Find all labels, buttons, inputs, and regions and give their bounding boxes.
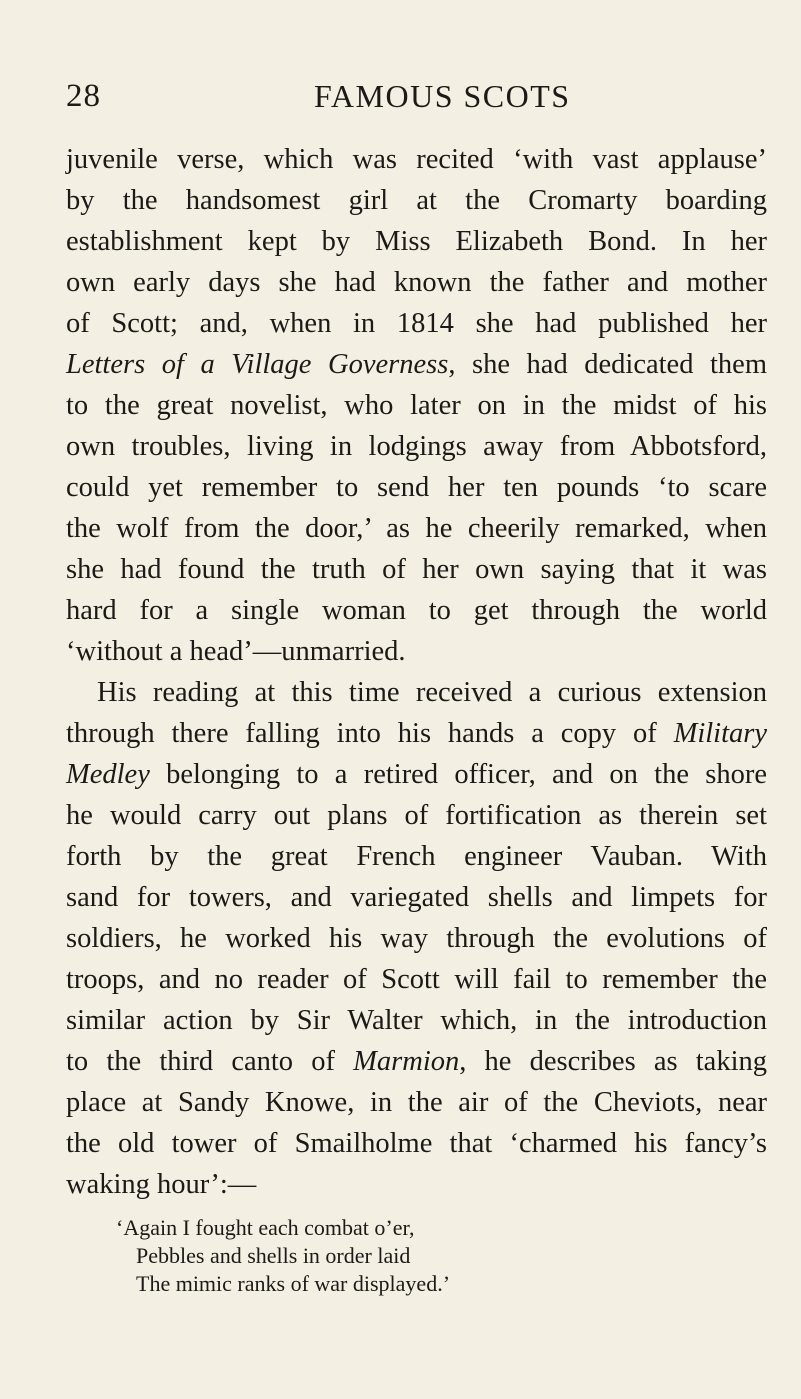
text-line: own troubles, living in lodgings away from Abbotsford, [66,431,767,462]
text-line: Letters of a Village Governess, she had dedicated them [66,349,767,380]
text-line: His reading at this time received a curious extension [97,677,767,708]
verse-line: ‘Again I fought each combat o’er, [116,1215,415,1240]
verse-line: Pebbles and shells in order laid [136,1243,411,1268]
text-line: establishment kept by Miss Elizabeth Bond. In her [66,226,767,257]
text-line: forth by the great French engineer Vauban. With [66,841,767,872]
text-line: juvenile verse, which was recited ‘with vast applause’ [66,144,767,175]
page-header [66,78,766,128]
text-line: Medley belonging to a retired officer, and on the shore [66,759,767,790]
text-line: ‘without a head’—unmarried. [66,636,406,667]
text-line: of Scott; and, when in 1814 she had published her [66,308,767,339]
text-line: similar action by Sir Walter which, in the introduction [66,1005,767,1036]
text-line: by the handsomest girl at the Cromarty boarding [66,185,767,216]
text-line: hard for a single woman to get through the world [66,595,767,626]
text-line: troops, and no reader of Scott will fail to remember the [66,964,767,995]
text-line: to the great novelist, who later on in the midst of his [66,390,767,421]
text-line: the wolf from the door,’ as he cheerily remarked, when [66,513,767,544]
text-line: the old tower of Smailholme that ‘charmed his fancy’s [66,1128,767,1159]
text-line: sand for towers, and variegated shells and limpets for [66,882,767,913]
verse-line: The mimic ranks of war displayed.’ [136,1271,451,1296]
text-line: could yet remember to send her ten pounds ‘to scare [66,472,767,503]
page-number: 28 [66,78,101,114]
text-line: soldiers, he worked his way through the evolutions of [66,923,767,954]
text-line: own early days she had known the father and mother [66,267,767,298]
text-line: he would carry out plans of fortification as therein set [66,800,767,831]
running-title: FAMOUS SCOTS [314,78,571,114]
text-line: she had found the truth of her own saying that it was [66,554,767,585]
text-line: through there falling into his hands a copy of Military [66,718,767,749]
text-line: to the third canto of Marmion, he describes as taking [66,1046,767,1077]
text-line: place at Sandy Knowe, in the air of the Cheviots, near [66,1087,767,1118]
text-line: waking hour’:— [66,1169,257,1200]
